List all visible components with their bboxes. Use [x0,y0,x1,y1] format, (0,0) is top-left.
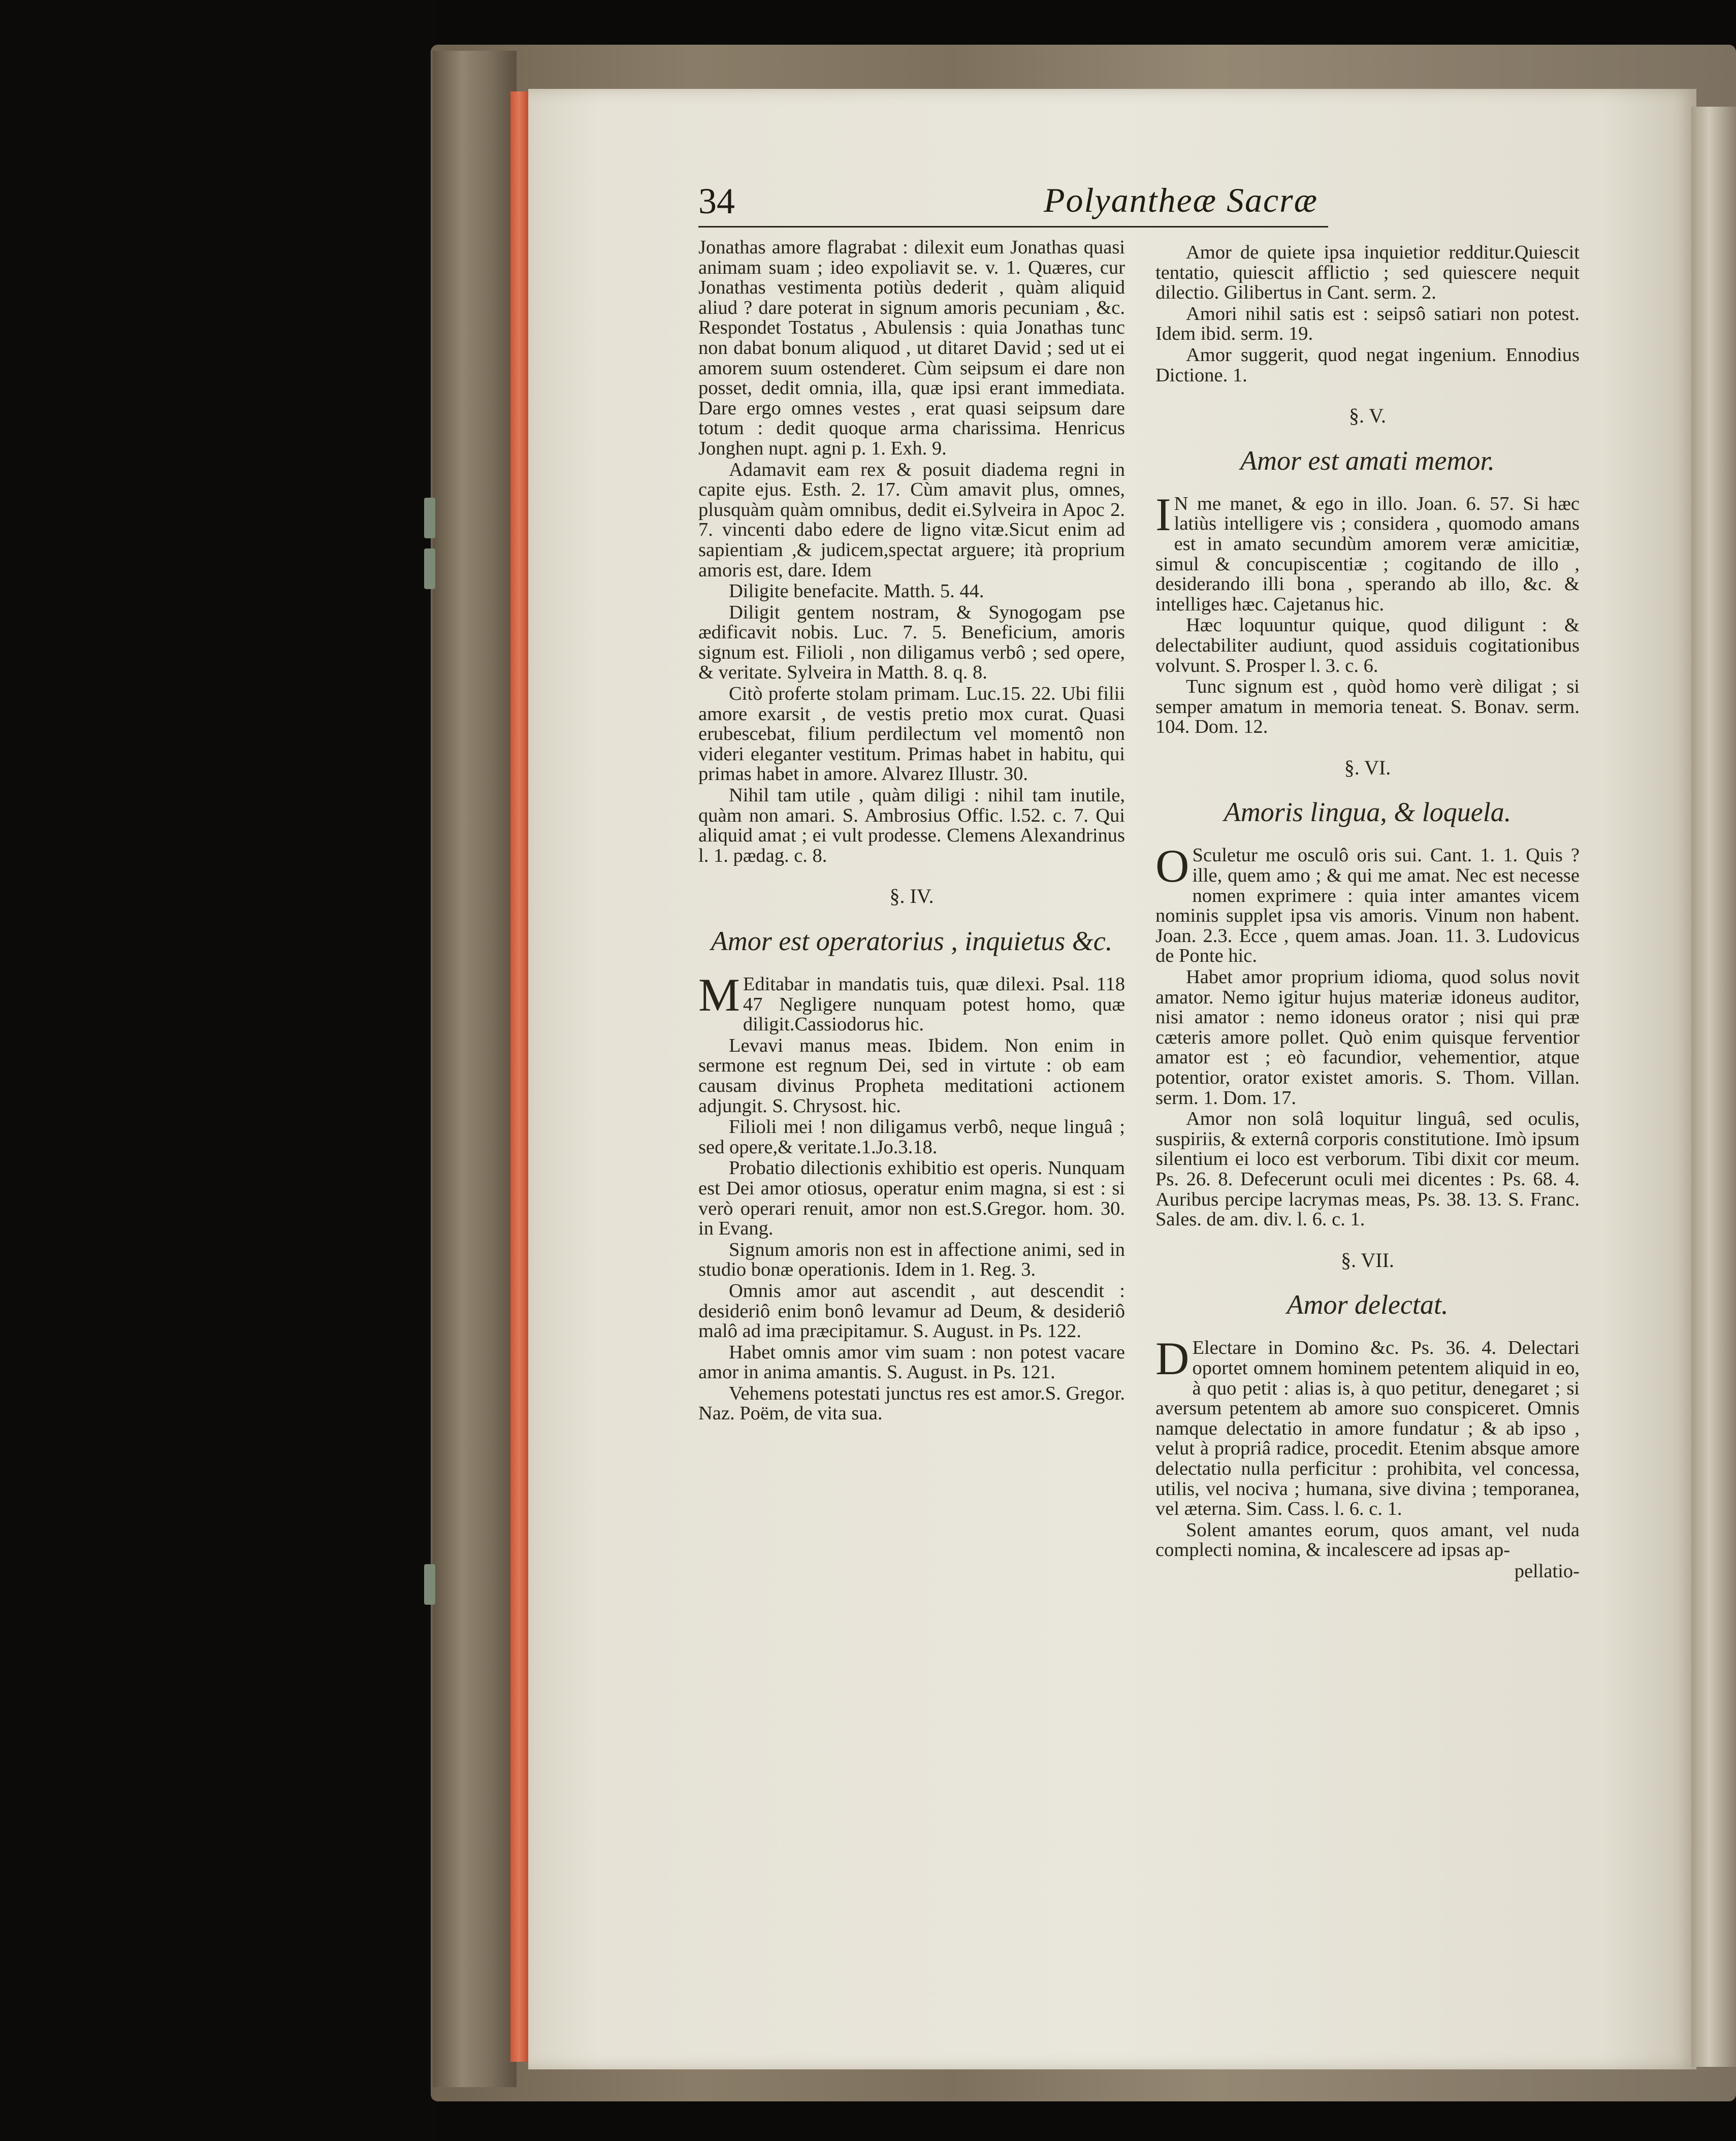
paragraph: Signum amoris non est in affectione animi, sed in studio bonæ operationis. Idem in 1. Reg. 3. [698,1239,1125,1281]
paragraph: Amor de quiete ipsa inquietior redditur.Quiescit tentatio, quiescit afflictio ; sed quiescere nequit dilectio. Gilibertus in Cant. serm. 2. [1155,242,1580,304]
drop-cap: I [1155,488,1171,540]
drop-cap: O [1155,840,1190,892]
section-number: §. IV. [889,885,934,908]
paragraph: Sculetur me osculô oris sui. Cant. 1. 1. Quis ? ille, quem amo ; & qui me amat. Nec est necesse nomen exprimere : quia inter amantes vicem nominis supplet ipsa vis amoris. Vinum non habent. Joan. 2.3. Ecce , quem amas. Joan. 11. 3. Ludovicus de Ponte hic. [1155,845,1580,967]
red-page-edge [510,91,530,2062]
paragraph: N me manet, & ego in illo. Joan. 6. 57. Si hæc latiùs intelligere vis ; considera , quomodo amans est in amato secundùm amorem veræ amicitiæ, simul & concupiscentiæ ; cogitando de illo , desiderando illi bona , sperando ab illo, &c. & intelliges hæc. Cajetanus hic. [1155,493,1580,615]
paragraph: Amori nihil satis est : seipsô satiari non potest. Idem ibid. serm. 19. [1155,303,1580,345]
page-number: 34 [698,181,735,221]
facing-page-edge [1691,107,1736,2067]
hinge-clasp [424,1564,435,1605]
paragraph: Diligit gentem nostram, & Synogogam pse ædificavit nobis. Luc. 7. 5. Beneficium, amoris signum est. Filioli , non diligamus verbô ; sed opere, & veritate. Sylveira in Matth. 8. q. 8. [698,601,1125,684]
paragraph: Diligite benefacite. Matth. 5. 44. [729,580,984,602]
paragraph: Vehemens potestati junctus res est amor.S. Gregor. Naz. Poëm, de vita sua. [698,1382,1125,1424]
paragraph: Hæc loquuntur quique, quod diligunt : & delectabiliter audiunt, quod assiduis cogitationibus volvunt. S. Prosper l. 3. c. 6. [1155,614,1580,676]
background [0,0,437,2141]
paragraph: Solent amantes eorum, quos amant, vel nuda complecti nomina, & incalescere ad ipsas ap- [1155,1519,1580,1561]
hinge-clasp [424,548,435,589]
paragraph: Habet omnis amor vim suam : non potest vacare amor in anima amantis. S. August. in Ps. 121. [698,1341,1125,1383]
section-number: §. VII. [1341,1248,1394,1272]
paragraph: Jonathas amore flagrabat : dilexit eum Jonathas quasi animam suam ; ideo expoliavit se. v. 1. Quæres, cur Jonathas vestimenta potiùs dederit , quàm aliquid aliud ? dare poterat in signum amoris pecuniam , &c. Respondet Tostatus , Abulensis : quia Jonathas tunc non dabat bonum aliquod , ut ditaret David ; sed ut ei amorem suum ostenderet. Cùm seipsum ei dare non posset, dedit omnia, illa, quæ ipsi erant immediata. Dare ergo omnes vestes , erat quasi seipsum dare totum : dedit quoque arma charissima. Henricus Jonghen nupt. agni p. 1. Exh. 9. [698,237,1125,459]
paragraph: Omnis amor aut ascendit , aut descendit : desideriô enim bonô levamur ad Deum, & desideriô malô ad ima præcipitamur. S. August. in Ps. 122. [698,1280,1125,1342]
paragraph: Adamavit eam rex & posuit diadema regni in capite ejus. Esth. 2. 17. Cùm amavit plus, omnes, plusquàm quàm omnibus, dedit ei.Sylveira in Apoc 2. 7. vincenti dabo edere de ligno vitæ.Sicut enim ad sapientiam ,& judicem,spectat arguere; ità proprium amoris est, dare. Idem [698,459,1125,581]
section-title: Amor est amati memor. [1240,445,1495,476]
paragraph: Probatio dilectionis exhibitio est operis. Nunquam est Dei amor otiosus, operatur enim magna, si est : si verò operari renuit, amor non est.S.Gregor. hom. 30. in Evang. [698,1157,1125,1240]
section-number: §. VI. [1344,756,1391,779]
left-column [698,238,1125,1425]
running-title: Polyantheæ Sacræ [1043,181,1318,219]
paragraph: Habet amor proprium idioma, quod solus novit amator. Nemo igitur hujus materiæ idoneus auditor, nisi amator : nemo idoneus orator ; nisi qui præ cæteris amore pollet. Quò enim quisque ferventior amator est ; eò facundior, vehementior, atque potentior, orator existet amoris. S. Thom. Villan. serm. 1. Dom. 17. [1155,966,1580,1109]
paragraph: Filioli mei ! non diligamus verbô, neque linguâ ; sed opere,& veritate.1.Jo.3.18. [698,1116,1125,1158]
section-title: Amor delectat. [1287,1289,1449,1320]
paragraph: Tunc signum est , quòd homo verè diligat ; si semper amatum in memoria teneat. S. Bonav. serm. 104. Dom. 12. [1155,676,1580,738]
section-title: Amor est operatorius , inquietus &c. [711,926,1113,956]
drop-cap: D [1155,1333,1190,1385]
paragraph: Nihil tam utile , quàm diligi : nihil tam inutile, quàm non amari. S. Ambrosius Offic. l.52. c. 7. Qui aliquid amat ; ei vult prodesse. Clemens Alexandrinus l. 1. pædag. c. 8. [698,785,1125,866]
running-head [698,180,1328,228]
paragraph: Editabar in mandatis tuis, quæ dilexi. Psal. 118 47 Negligere nunquam potest homo, quæ diligit.Cassiodorus hic. [743,974,1125,1035]
worn-spine-board [433,51,517,2087]
catchword: pellatio- [1514,1560,1580,1582]
paragraph: Citò proferte stolam primam. Luc.15. 22. Ubi filii amore exarsit , de vestis pretio mox curat. Quasi erubescebat, filium perdilectum vel momentô non videri eleganter vestitum. Primas habet in habitu, qui primas habet in amore. Alvarez Illustr. 30. [698,683,1125,785]
right-column [1155,243,1580,1582]
paragraph: Electare in Domino &c. Ps. 36. 4. Delectari oportet omnem hominem petentem aliquid in eo, à quo petit : alias is, à quo petitur, denegaret ; si aversum petentem ab amore suo conspiceret. Omnis namque delectatio in amore fundatur ; & ab ipso , velut à propriâ radice, procedit. Etenim absque amore delectatio nulla perficitur : prohibita, vel concessa, utilis, vel nociva ; humana, sive divina ; temporanea, vel æterna. Sim. Cass. l. 6. c. 1. [1155,1337,1580,1520]
paragraph: Levavi manus meas. Ibidem. Non enim in sermone est regnum Dei, sed in virtute : ob eam causam divinus Propheta meditationi actionem adjungit. S. Chrysost. hic. [698,1034,1125,1117]
paragraph: Amor suggerit, quod negat ingenium. Ennodius Dictione. 1. [1155,344,1580,386]
drop-cap: M [698,969,740,1021]
paragraph: Amor non solâ loquitur linguâ, sed oculis, suspiriis, & externâ corporis constitutione. Imò ipsum silentium ei loco est verborum. Tibi dixit cor meum. Ps. 26. 8. Defecerunt oculi mei dicentes : Ps. 68. 4. Auribus percipe lacrymas meas, Ps. 38. 13. S. Franc. Sales. de am. div. l. 6. c. 1. [1155,1108,1580,1230]
hinge-clasp [424,498,435,538]
section-title: Amoris lingua, & loquela. [1224,797,1512,828]
section-number: §. V. [1348,404,1386,428]
